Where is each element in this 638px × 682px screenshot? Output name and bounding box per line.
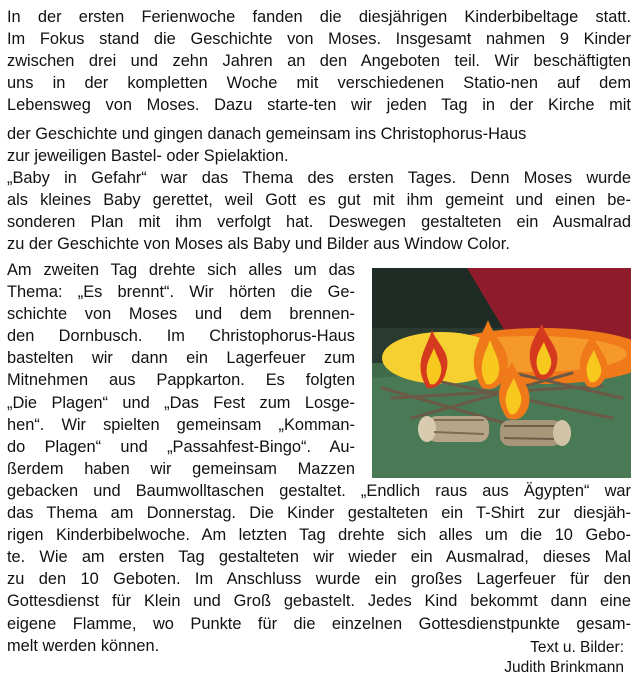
text-line: bastelten wir dann ein Lagerfeuer zum xyxy=(7,349,355,368)
text-line: Am zweiten Tag drehte sich alles um das xyxy=(7,261,355,279)
text-line: Im Fokus stand die Geschichte von Moses. Insgesamt nahmen 9 Kinder xyxy=(7,30,631,49)
text-line: uns in der kompletten Woche mit verschiedenen Statio-nen auf dem xyxy=(7,74,631,93)
text-line: Lebensweg von Moses. Dazu starte-ten wir jeden Tag in der Kirche mit xyxy=(7,96,631,115)
text-line: melt werden können. xyxy=(7,636,160,655)
second-paragraph xyxy=(7,123,631,256)
text-line: In der ersten Ferienwoche fanden die diesjährigen Kinderbibeltage statt. xyxy=(7,8,631,26)
text-line: zu den 10 Geboten. Im Anschluss wurde ein großes Lagerfeuer für den xyxy=(7,570,631,589)
text-line: der Geschichte und gingen danach gemeinsam ins Christophorus-Haus xyxy=(7,125,527,143)
credit-label: Text u. Bilder: xyxy=(530,639,624,656)
text-line: hen“. Wir spielten gemeinsam „Komman- xyxy=(7,415,355,434)
text-line: ßerdem haben wir gemeinsam Mazzen xyxy=(7,459,355,478)
text-line: sonderen Plan mit ihm verfolgt hat. Deswegen gestalteten ein Ausmalrad xyxy=(7,213,631,232)
text-line: gebacken und Baumwolltaschen gestaltet. „Endlich raus aus Ägypten“ war xyxy=(7,482,631,500)
text-line: Mitnehmen aus Pappkarton. Es folgten xyxy=(7,371,355,390)
campfire-craft-photo xyxy=(372,268,631,478)
intro-paragraph xyxy=(7,6,631,116)
text-line: als kleines Baby gerettet, weil Gott es gut mit ihm gemeint und einen be- xyxy=(7,191,631,210)
text-line: das Thema am Donnerstag. Die Kinder gestalteten ein T-Shirt zur diesjäh- xyxy=(7,504,631,523)
text-line: den Dornbusch. Im Christophorus-Haus xyxy=(7,327,355,346)
text-line: Thema: „Es brennt“. Wir hörten die Ge- xyxy=(7,283,355,302)
text-line: do Plagen“ und „Passahfest-Bingo“. Au- xyxy=(7,437,355,456)
text-line: rigen Kinderbibelwoche. Am letzten Tag drehte sich alles um die 10 Gebo- xyxy=(7,526,631,545)
campfire-illustration xyxy=(372,268,631,478)
closing-paragraph xyxy=(7,480,631,657)
text-line: schichte von Moses und dem brennen- xyxy=(7,305,355,324)
text-line: „Baby in Gefahr“ war das Thema des ersten Tages. Denn Moses wurde xyxy=(7,169,631,188)
text-line: eigene Flamme, wo Punkte für die einzelnen Gottesdienstpunkte gesam- xyxy=(7,614,631,633)
text-line: zur jeweiligen Bastel- oder Spielaktion. xyxy=(7,147,289,166)
text-line: zu der Geschichte von Moses als Baby und Bilder aus Window Color. xyxy=(7,235,510,254)
text-line: Gottesdienst für Klein und Groß gebastelt. Jedes Kind bekommt dann eine xyxy=(7,592,631,611)
text-line: te. Wie am ersten Tag gestalteten wir wieder ein Ausmalrad, dieses Mal xyxy=(7,548,631,567)
text-line: zwischen drei und zehn Jahren an den Angeboten teil. Wir beschäftigten xyxy=(7,52,631,71)
text-line: „Die Plagen“ und „Das Fest zum Losge- xyxy=(7,393,355,412)
credit-author: Judith Brinkmann xyxy=(504,659,624,676)
wrapped-paragraph xyxy=(7,259,355,480)
author-credit xyxy=(504,638,624,678)
